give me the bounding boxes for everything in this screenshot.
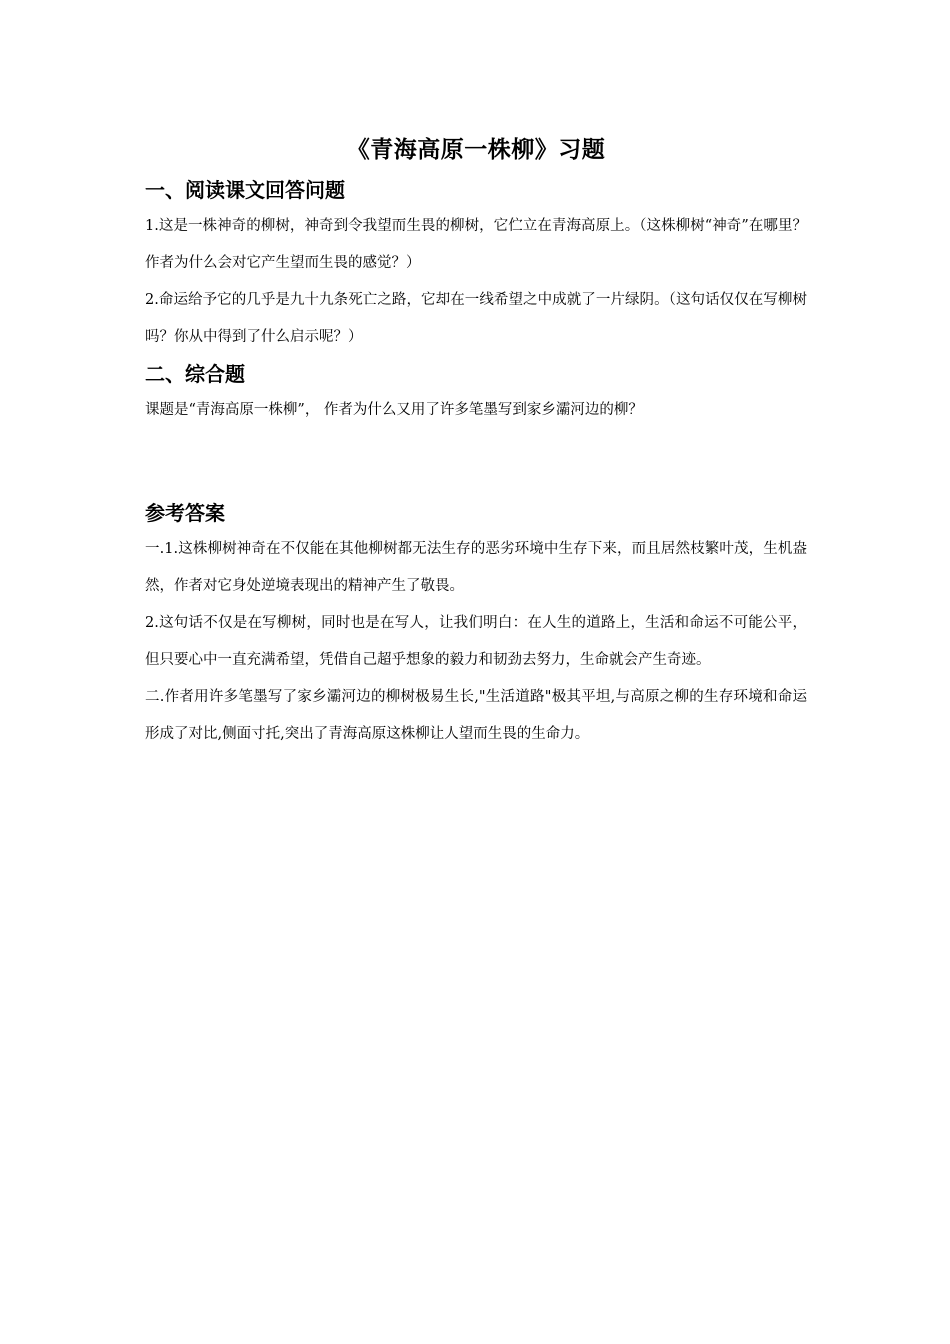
section-heading-comprehensive: 二、综合题 xyxy=(145,362,245,386)
section-heading-answers: 参考答案 xyxy=(145,501,225,525)
answer-2: 2.这句话不仅是在写柳树，同时也是在写人，让我们明白：在人生的道路上，生活和命运不可能公平，但只要心中一直充满希望，凭借自己超乎想象的毅力和韧劲去努力，生命就会产生奇迹。 xyxy=(145,615,807,668)
blank-space xyxy=(145,429,807,495)
document-page xyxy=(145,128,807,753)
document-title: 《青海高原一株柳》习题 xyxy=(346,137,606,163)
question-2: 2.命运给予它的几乎是九十九条死亡之路，它却在一线希望之中成就了一片绿阴。（这句话仅仅在写柳树吗？你从中得到了什么启示呢？） xyxy=(145,292,807,345)
answer-3: 二.作者用许多笔墨写了家乡灞河边的柳树极易生长,"生活道路"极其平坦,与高原之柳的生存环境和命运形成了对比,侧面寸托,突出了青海高原这株柳让人望而生畏的生命力。 xyxy=(145,689,807,742)
answer-1: 一.1.这株柳树神奇在不仅能在其他柳树都无法生存的恶劣环境中生存下来，而且居然枝繁叶茂，生机盎然，作者对它身处逆境表现出的精神产生了敬畏。 xyxy=(145,541,807,594)
section-heading-reading: 一、阅读课文回答问题 xyxy=(145,178,345,202)
question-1: 1.这是一株神奇的柳树，神奇到令我望而生畏的柳树，它伫立在青海高原上。（这株柳树“神奇”在哪里？作者为什么会对它产生望而生畏的感觉？） xyxy=(145,218,807,271)
comprehensive-question: 课题是“青海高原一株柳”， 作者为什么又用了许多笔墨写到家乡灞河边的柳？ xyxy=(145,402,643,418)
